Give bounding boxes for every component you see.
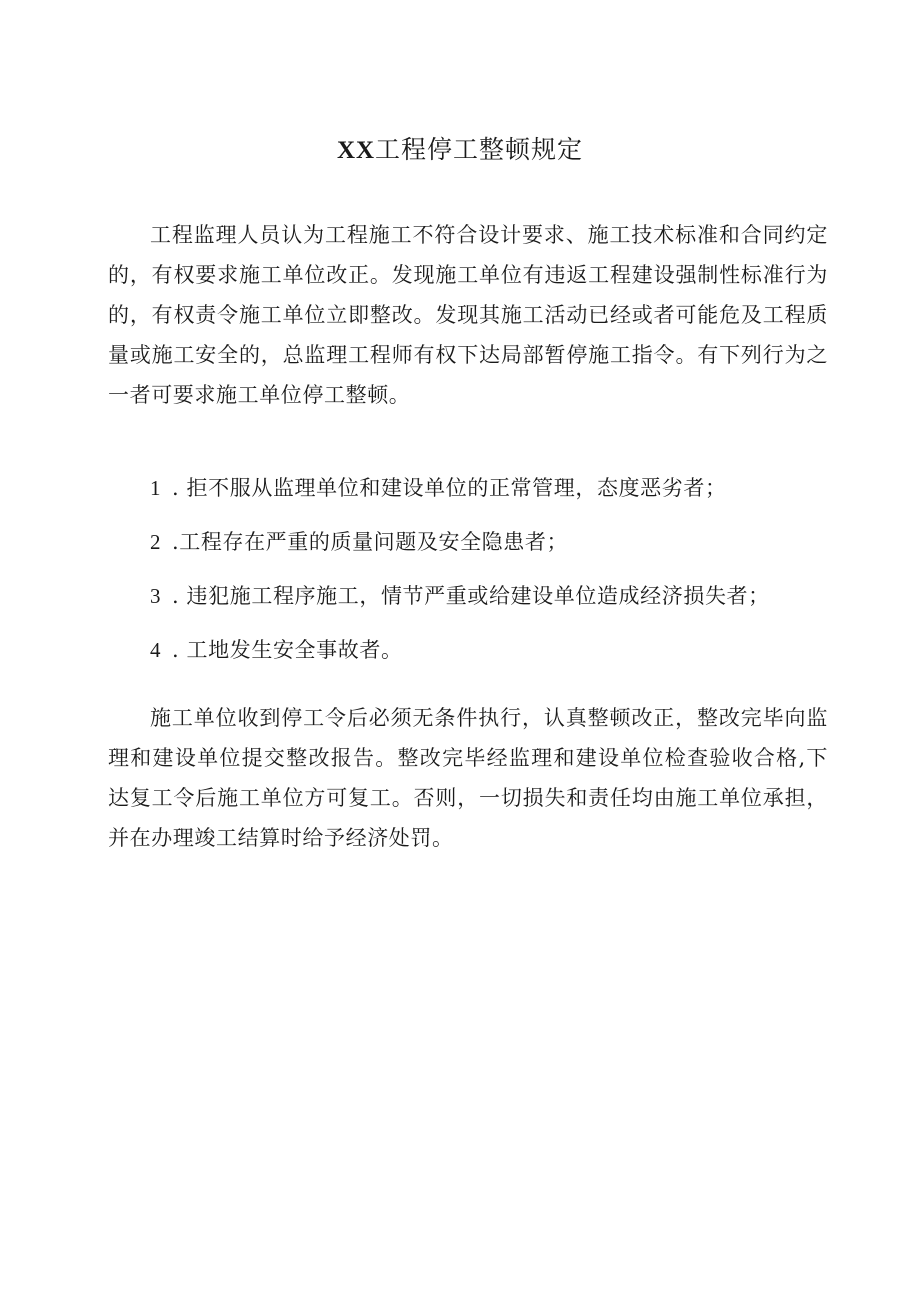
title-prefix: XX [336,137,376,164]
list-item-number: 2 [150,530,162,554]
title-text: 工程停工整顿规定 [375,135,584,164]
list-item-text: . 工地发生安全事故者。 [172,638,403,662]
list-item-number: 3 [150,584,162,608]
closing-paragraph: 施工单位收到停工令后必须无条件执行，认真整顿改正，整改完毕向监理和建设单位提交整改报告。整改完毕经监理和建设单位检查验收合格,下达复工令后施工单位方可复工。否则，一切损失和责任均由施工单位承担，并在办理竣工结算时给予经济处罚。 [108,706,828,850]
list-item [150,630,830,670]
list-item-text: . 拒不服从监理单位和建设单位的正常管理，态度恶劣者； [172,476,727,500]
list-item [150,576,830,616]
list-item [150,468,830,508]
list-item-text: .工程存在严重的质量问题及安全隐患者； [172,530,569,554]
list-item [150,522,830,562]
list-item-number: 4 [150,638,162,662]
document-title [0,130,920,171]
list-item-number: 1 [150,476,162,500]
list-item-text: . 违犯施工程序施工，情节严重或给建设单位造成经济损失者； [172,584,770,608]
intro-paragraph: 工程监理人员认为工程施工不符合设计要求、施工技术标准和合同约定的，有权要求施工单位改正。发现施工单位有违返工程建设强制性标准行为的，有权责令施工单位立即整改。发现其施工活动已经或者可能危及工程质量或施工安全的，总监理工程师有权下达局部暂停施工指令。有下列行为之一者可要求施工单位停工整顿。 [108,223,828,407]
